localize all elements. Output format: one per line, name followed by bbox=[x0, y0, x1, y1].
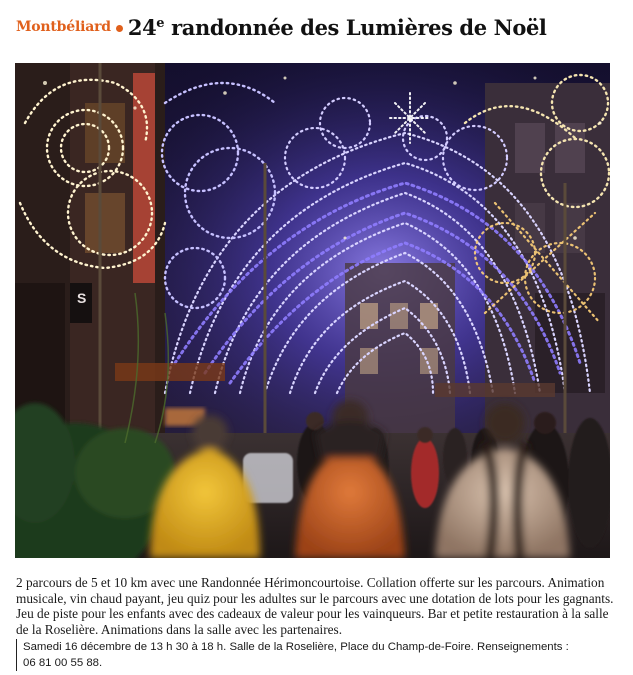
title-text: randonnée des Lumières de Noël bbox=[164, 14, 547, 40]
article-headline bbox=[16, 10, 616, 44]
kicker-bullet-icon bbox=[116, 25, 123, 32]
article-body-paragraph: 2 parcours de 5 et 10 km avec une Randonnée Hérimoncourtoise. Collation offerte sur les parcours. Animation musicale, vin chaud payant, jeu quiz pour les adultes sur le parcours avec une dotation de lots pour les gagnants. Jeu de piste pour les enfants avec des cadeaux de valeur pour les vainqueurs. Bar et petite restauration à la salle de la Roselière. Animations dans la salle avec les partenaires. bbox=[16, 575, 614, 637]
location-kicker: Montbéliard bbox=[16, 19, 111, 35]
christmas-lights-photo bbox=[15, 63, 610, 558]
article-body bbox=[16, 575, 616, 637]
event-info-date-place: Samedi 16 décembre de 13 h 30 à 18 h. Salle de la Roselière, Place du Champ-de-Foire. Renseignements : bbox=[23, 641, 569, 653]
svg-text:S: S bbox=[77, 290, 87, 306]
title-number: 24 bbox=[127, 14, 157, 40]
event-info-phone: 06 81 00 55 88. bbox=[23, 657, 103, 669]
event-info-box bbox=[16, 639, 623, 671]
article-title bbox=[128, 15, 547, 40]
title-superscript: e bbox=[156, 15, 165, 31]
